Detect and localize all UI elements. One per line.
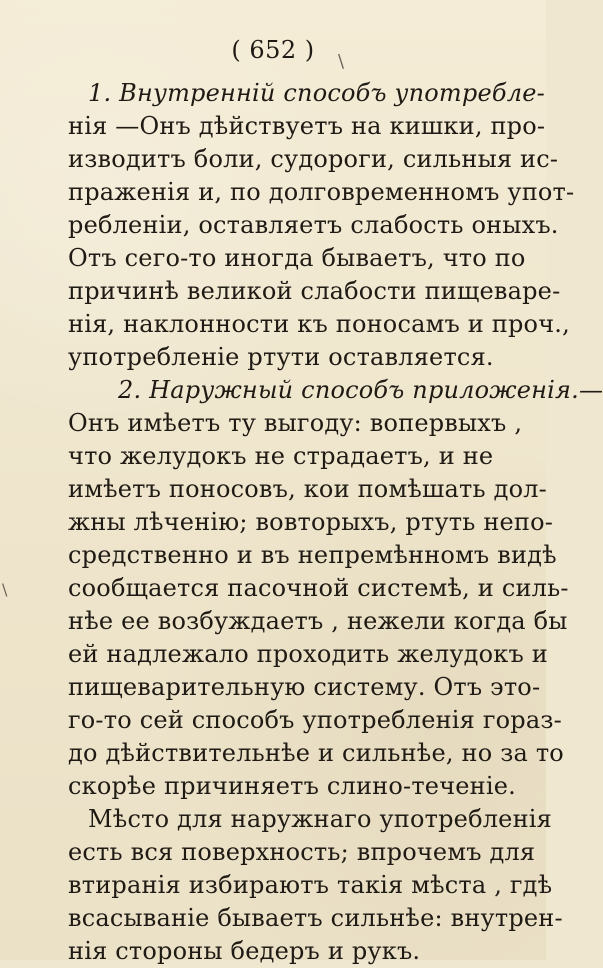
text-line-24-content: есть вся поверхность; впрочемъ для xyxy=(68,838,536,866)
text-line-15-content: средственно и въ непремѣнномъ видѣ xyxy=(68,541,557,569)
text-line-3-content: изводитъ боли, судороги, сильныя ис- xyxy=(68,145,559,173)
text-line-12 xyxy=(68,440,498,473)
text-line-4-content: праженія и, по долговременномъ упот- xyxy=(68,178,575,206)
text-line-14 xyxy=(68,506,554,539)
text-line-8 xyxy=(68,308,570,341)
text-line-13 xyxy=(68,473,547,506)
text-line-18-content: ей надлежало проходить желудокъ и xyxy=(68,640,548,668)
text-line-21 xyxy=(68,737,564,770)
text-line-9-content: употребленіе ртути оставляется. xyxy=(68,343,494,371)
text-line-15 xyxy=(68,539,557,572)
text-line-23 xyxy=(68,803,552,836)
text-line-3 xyxy=(68,143,559,176)
text-line-20 xyxy=(68,704,562,737)
text-line-24 xyxy=(68,836,536,869)
text-line-4 xyxy=(68,176,575,209)
text-line-17 xyxy=(68,605,568,638)
text-line-2 xyxy=(68,110,546,143)
text-line-12-content: что желудокъ не страдаетъ, и не xyxy=(68,442,494,470)
top-edge-mark: \ xyxy=(338,51,345,72)
text-line-10 xyxy=(68,374,603,407)
body-text xyxy=(68,77,603,968)
text-line-26 xyxy=(68,902,563,935)
text-line-2-content: нія —Онъ дѣйствуетъ на кишки, про- xyxy=(68,112,546,140)
text-line-17-content: нѣе ее возбуждаетъ , нежели когда бы xyxy=(68,607,568,635)
text-line-14-content: жны лѣченію; вовторыхъ, ртуть непо- xyxy=(68,508,554,536)
text-line-18 xyxy=(68,638,548,671)
text-line-16-content: сообщается пасочной системѣ, и силь- xyxy=(68,574,569,602)
text-line-6-content: Отъ сего-то иногда бываетъ, что по xyxy=(68,244,526,272)
text-line-1 xyxy=(68,77,545,110)
page-number: ( 652 ) xyxy=(231,36,315,64)
text-line-25 xyxy=(68,869,553,902)
text-line-19-content: пищеварительную систему. Отъ это- xyxy=(68,673,541,701)
text-line-13-content: имѣетъ поносовъ, кои помѣшать дол- xyxy=(68,475,547,503)
text-line-9 xyxy=(68,341,498,374)
text-line-20-content: го-то сей способъ употребленія гораз- xyxy=(68,706,562,734)
section-2-heading: 2. Наружный способъ приложенія.— xyxy=(118,376,603,404)
text-line-19 xyxy=(68,671,541,704)
text-line-22-content: скорѣе причиняетъ слино-теченіе. xyxy=(68,772,516,800)
text-line-16 xyxy=(68,572,569,605)
text-line-5 xyxy=(68,209,559,242)
text-line-7-content: причинѣ великой слабости пищеваре- xyxy=(68,277,561,305)
text-line-23-content: Мѣсто для наружнаго употребленія xyxy=(88,805,552,833)
text-line-8-content: нія, наклонности къ поносамъ и проч., xyxy=(68,310,570,338)
section-1-heading: 1. Внутренній способъ употребле- xyxy=(88,79,545,107)
text-line-6 xyxy=(68,242,526,275)
text-line-26-content: всасываніе бываетъ сильнѣе: внутрен- xyxy=(68,904,563,932)
text-line-11-content: Онъ имѣетъ ту выгоду: вопервыхъ , xyxy=(68,409,523,437)
text-line-25-content: втиранія избираютъ такія мѣста , гдѣ xyxy=(68,871,553,899)
text-line-21-content: до дѣйствительнѣе и сильнѣе, но за то xyxy=(68,739,564,767)
text-line-27 xyxy=(68,935,498,968)
text-line-7 xyxy=(68,275,561,308)
text-line-27-content: нія стороны бедеръ и рукъ. xyxy=(68,937,421,965)
text-line-5-content: ребленіи, оставляетъ слабость оныхъ. xyxy=(68,211,559,239)
text-line-11 xyxy=(68,407,523,440)
text-line-22 xyxy=(68,770,516,803)
left-edge-mark: \ xyxy=(2,580,8,599)
